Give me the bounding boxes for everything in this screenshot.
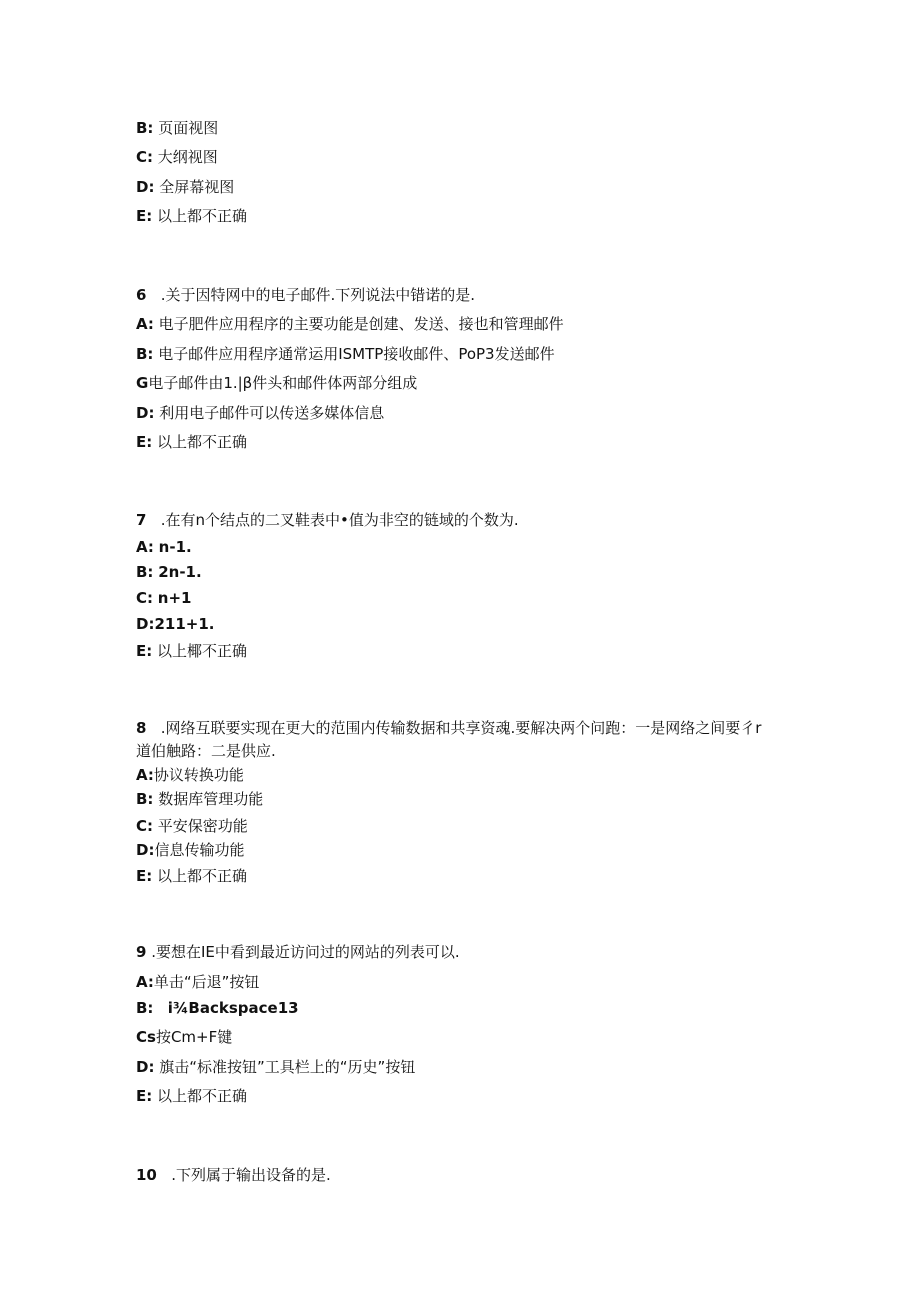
q7-option-c: C: n+1 xyxy=(136,589,192,607)
question-10: 10 .下列属于输出设备的是. xyxy=(136,1166,331,1184)
q6-option-c: G电子邮件由1.|β件头和邮件体两部分组成 xyxy=(136,374,418,392)
q7-option-e: E: 以上椰不正确 xyxy=(136,642,248,660)
question-8-continued: 道伯触路：二是供应. xyxy=(136,742,276,760)
q8-option-b: B: 数据库管理功能 xyxy=(136,790,264,808)
q9-option-d: D: 旗击“标准按钮”工具栏上的“历史”按钮 xyxy=(136,1058,416,1076)
q8-option-e: E: 以上都不正确 xyxy=(136,867,248,885)
q6-option-a: A: 电子肥件应用程序的主要功能是创建、发送、接也和管理邮件 xyxy=(136,315,564,333)
q7-option-a: A: n-1. xyxy=(136,538,192,556)
q9-option-b: B: i¾Backspace13 xyxy=(136,999,299,1017)
option-e: E: 以上都不正确 xyxy=(136,207,248,225)
question-6: 6 .关于因特网中的电子邮件.下列说法中错诺的是. xyxy=(136,286,476,304)
option-c: C: 大纲视图 xyxy=(136,148,218,166)
question-9: 9 .要想在IE中看到最近访问过的网站的列表可以. xyxy=(136,943,460,961)
option-b: B: 页面视图 xyxy=(136,119,219,137)
question-7: 7 .在有n个结点的二叉鞋表中•值为非空的链域的个数为. xyxy=(136,511,519,529)
q9-option-c: Cs按Cm+F键 xyxy=(136,1028,233,1046)
option-d: D: 全屏幕视图 xyxy=(136,178,235,196)
q6-option-e: E: 以上都不正确 xyxy=(136,433,248,451)
q8-option-d: D:信息传输功能 xyxy=(136,841,245,859)
q6-option-d: D: 利用电子邮件可以传送多媒体信息 xyxy=(136,404,385,422)
question-8: 8 .网络互联要实现在更大的范围内传输数据和共享资魂.要解决两个问跑：一是网络之间要彳r xyxy=(136,719,762,737)
q9-option-e: E: 以上都不正确 xyxy=(136,1087,248,1105)
q7-option-b: B: 2n-1. xyxy=(136,563,202,581)
q8-option-a: A:协议转换功能 xyxy=(136,766,244,784)
q7-option-d: D:211+1. xyxy=(136,615,215,633)
q9-option-a: A:单击“后退”按钮 xyxy=(136,973,260,991)
q8-option-c: C: 平安保密功能 xyxy=(136,817,248,835)
q6-option-b: B: 电子邮件应用程序通常运用ISMTP接收邮件、PoP3发送邮件 xyxy=(136,345,555,363)
